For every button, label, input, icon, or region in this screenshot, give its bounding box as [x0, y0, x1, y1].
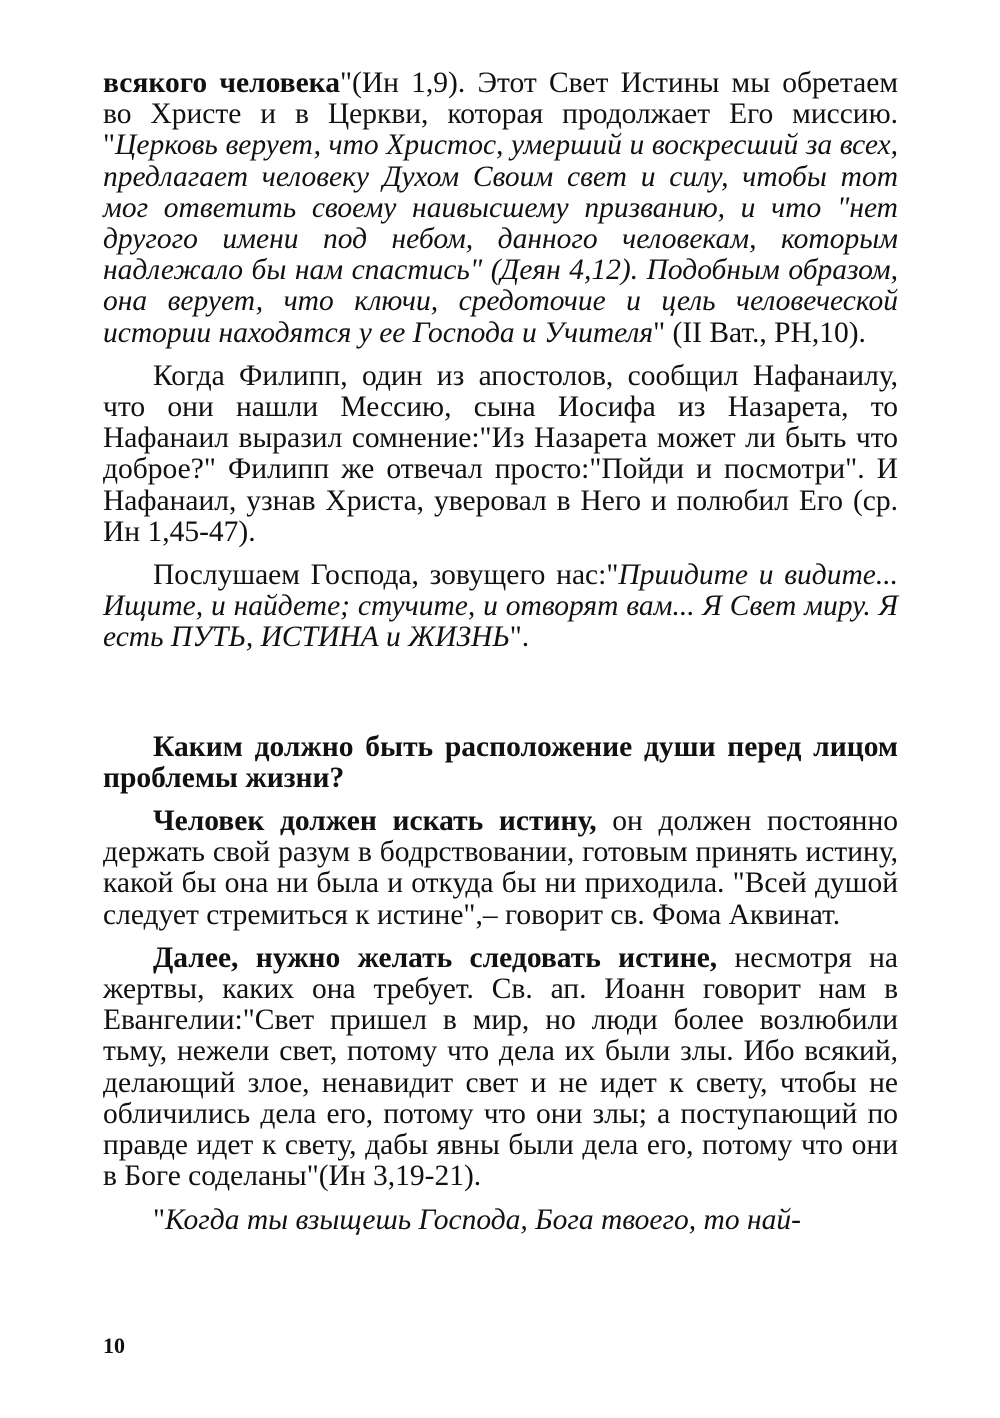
paragraph-3-quote: Приидите и видите... Ищите, и найдете; стучите, и отворят вам... Я Свет миру. Я есть ПУТЬ, ИСТИНА и ЖИЗНЬ [103, 559, 898, 654]
paragraph-6 [103, 1205, 898, 1236]
page-body [103, 68, 898, 1236]
paragraph-1-quote: Церковь верует, что Христос, умерший и воскресший за всех, предлагает человеку Духом Своим свет и силу, чтобы тот мог ответить своему наивысшему призванию, и что "нет другого имени под небом, данного человекам, которым надлежало бы нам спастись" (Деян 4,12). Подобным образом, она верует, что ключи, средоточие и цель человеческой истории находятся у ее Господа и Учителя [103, 129, 898, 349]
paragraph-4-text: он должен постоянно держать свой разум в бодрствовании, готовым принять истину, какой бы она ни была и откуда бы ни приходила. "Всей душой следует стремиться к истине",– говорит св. Фома Аквинат. [103, 805, 898, 931]
paragraph-3-text: Послушаем Господа, зовущего нас:" [153, 559, 619, 592]
paragraph-5 [103, 943, 898, 1193]
paragraph-4-bold: Человек должен искать истину, [153, 805, 597, 838]
paragraph-5-text: несмотря на жертвы, каких она требует. Св. ап. Иоанн говорит нам в Евангелии:"Свет пришел в мир, но люди более возлюбили тьму, нежели свет, потому что дела их были злы. Ибо всякий, делающий злое, ненавидит свет и не идет к свету, чтобы не обличились дела его, потому что они злы; а поступающий по правде идет к свету, дабы явны были дела его, потому что они в Боге соделаны"(Ин 3,19-21). [103, 941, 898, 1193]
page-number: 10 [103, 1333, 125, 1358]
paragraph-3 [103, 560, 898, 654]
paragraph-1-bold: всякого человека [103, 67, 340, 99]
paragraph-2: Когда Филипп, один из апостолов, сообщил Нафанаилу, что они нашли Мессию, сына Иосифа из Назарета, то Нафанаил выразил сомнение:"Из Назарета может ли быть что доброе?" Филипп же отвечал просто:"Пойди и посмотри". И Нафанаил, узнав Христа, уверовал в Него и полюбил Его (ср. Ин 1,45-47). [103, 359, 898, 548]
paragraph-1-text: "(Ин 1,9). Этот Свет Истины мы обретаем во Христе и в Церкви, которая продолжает Его миссию. " [103, 67, 898, 162]
paragraph-5-bold: Далее, нужно желать следовать истине, [153, 941, 718, 974]
paragraph-6-quote-mark: " [153, 1203, 166, 1236]
paragraph-1 [103, 68, 898, 349]
paragraph-4 [103, 806, 898, 931]
paragraph-1-source: " (II Ват., РН,10). [653, 316, 866, 349]
paragraph-3-end: ". [509, 621, 530, 654]
paragraph-6-quote: Когда ты взыщешь Господа, Бога твоего, то най- [165, 1203, 801, 1236]
section-heading: Каким должно быть расположение души перед лицом проблемы жизни? [103, 730, 898, 794]
